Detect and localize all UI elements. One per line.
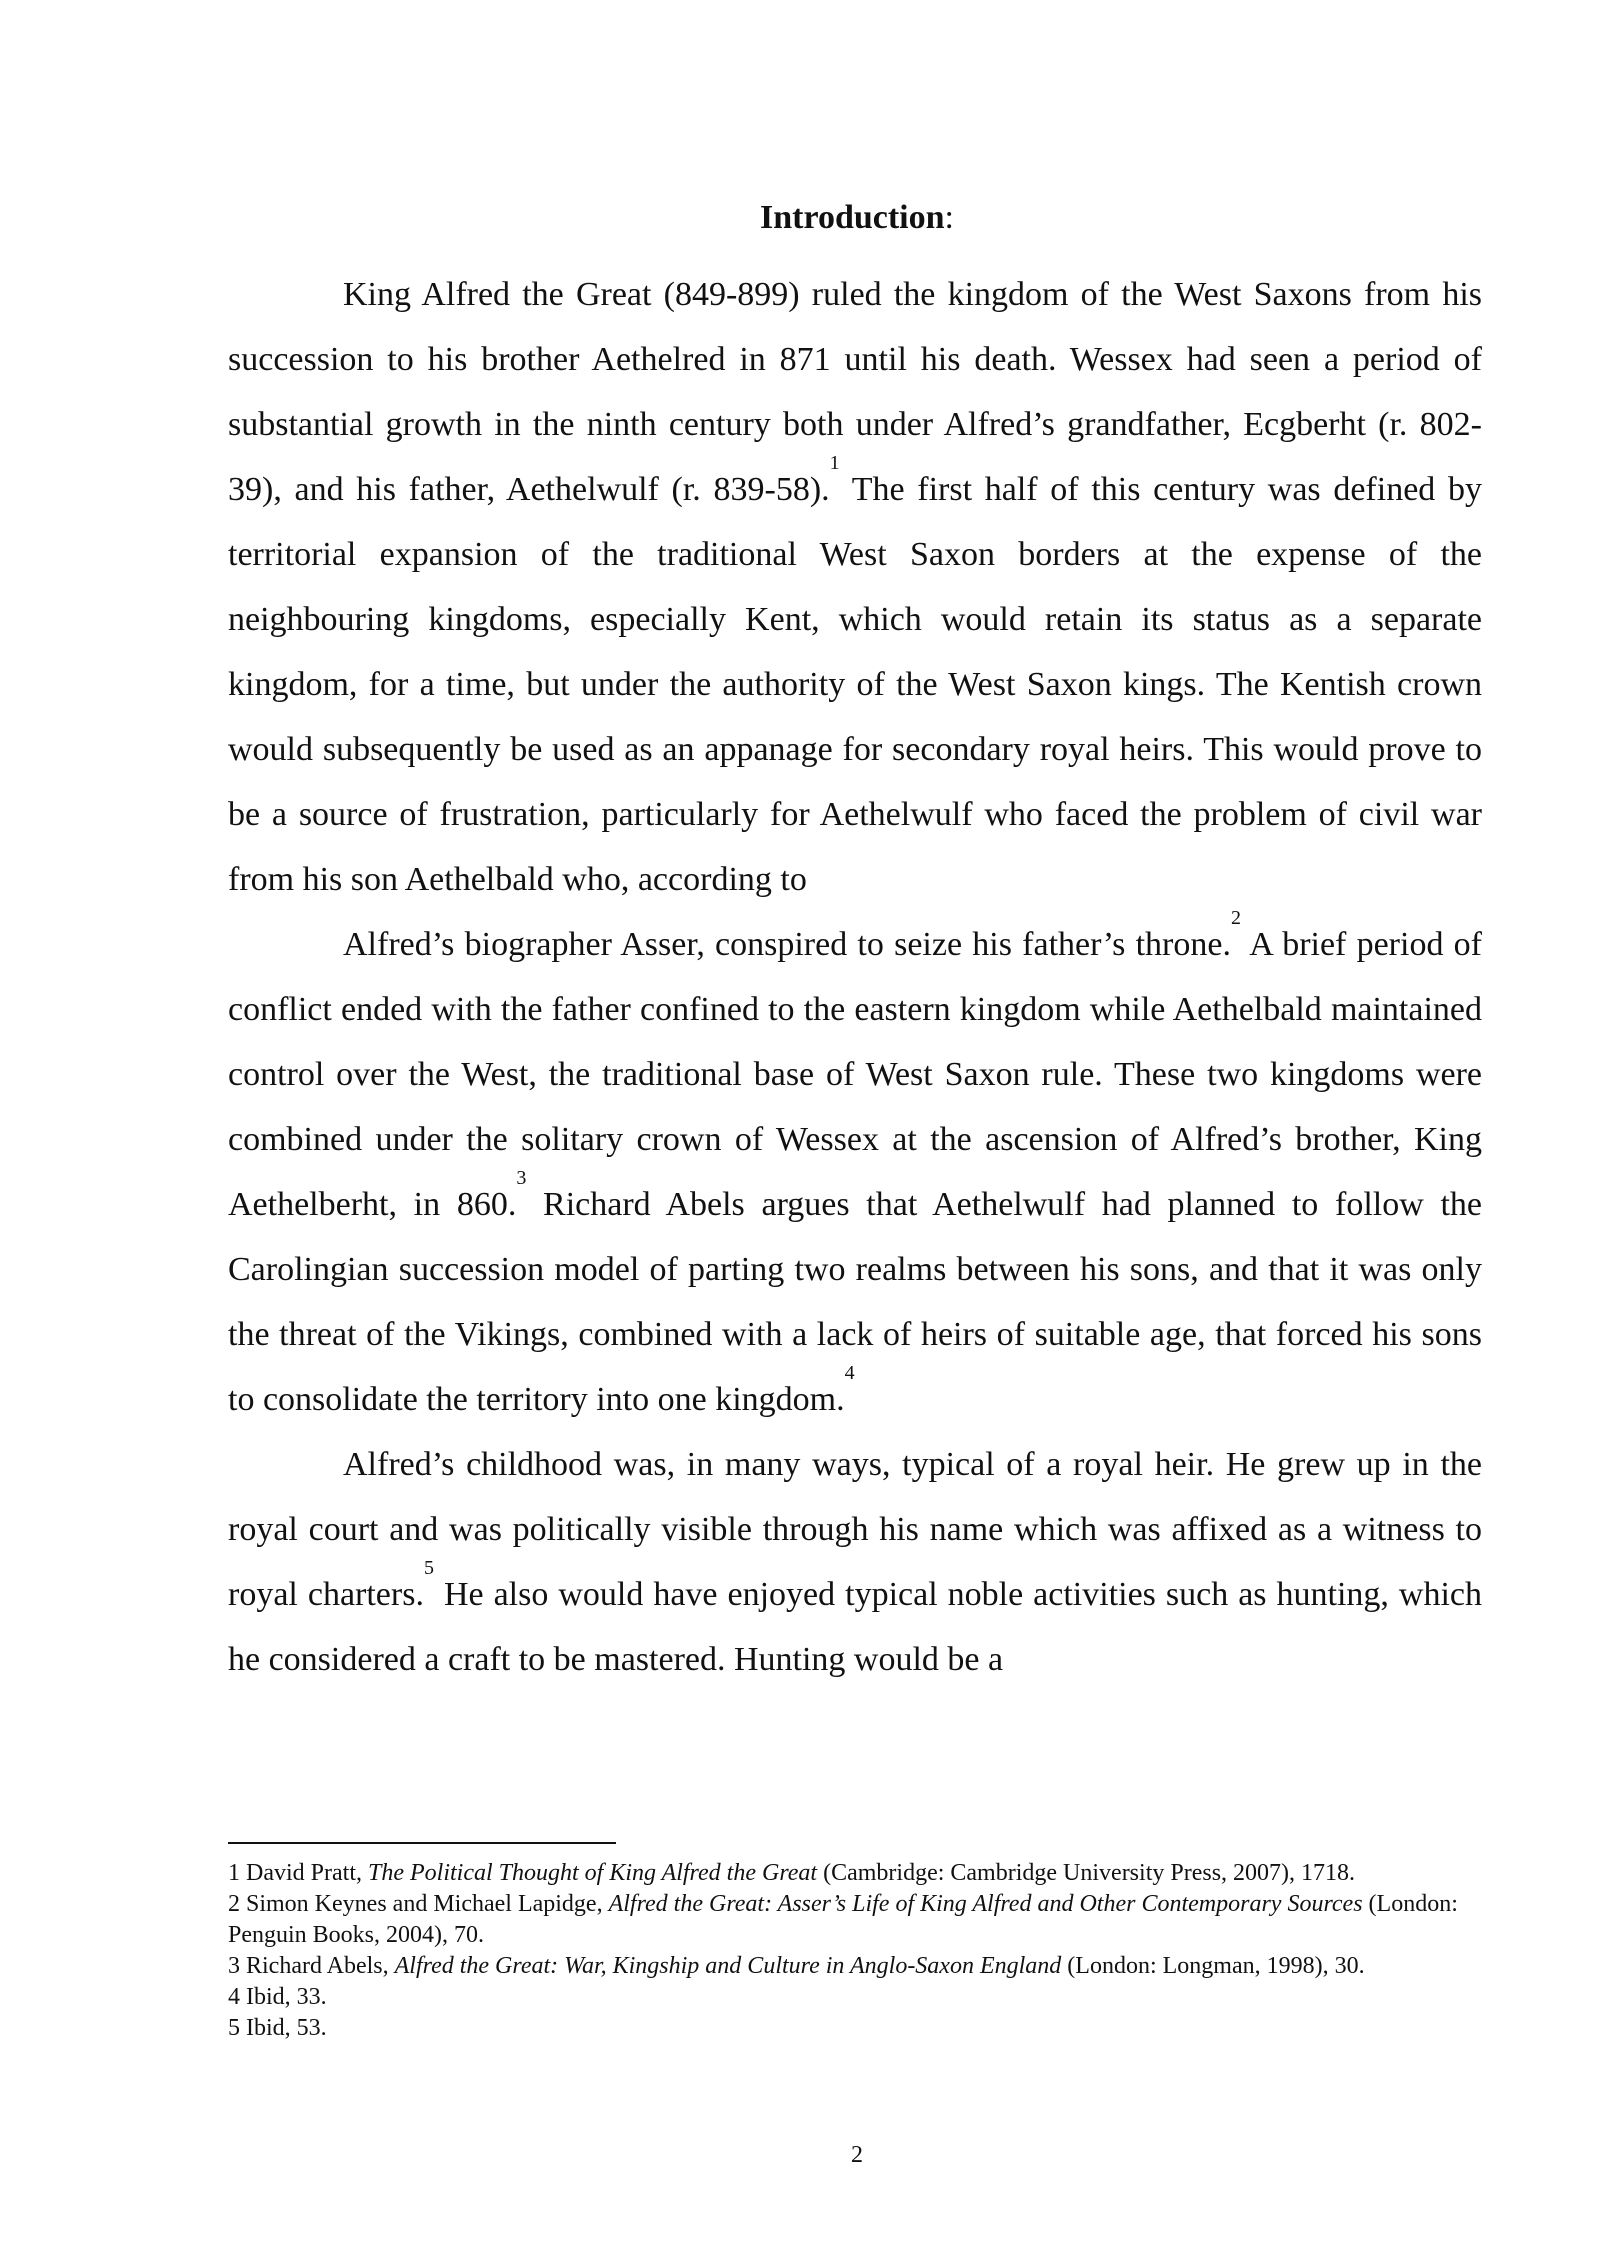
body-text [228, 262, 1482, 1692]
footnote-title: The Political Thought of King Alfred the Great [367, 1860, 818, 1886]
paragraph-text: The first half of this century was defined by territorial expansion of the traditional West Saxon borders at the expense of the neighbouring kingdoms, especially Kent, which would retain its status as a separate kingdom, for a time, but under the authority of the West Saxon kings. The Kentish crown would subsequently be used as an appanage for secondary royal heirs. This would prove to be a source of frustration, particularly for Aethelwulf who faced the problem of civil war from his son Aethelbald who, according to [228, 471, 1482, 898]
footnote-number: 5 [228, 2015, 240, 2041]
section-heading [0, 196, 1600, 240]
paragraph-text: He also would have enjoyed typical noble activities such as hunting, which he considered a craft to be mastered. Hunting would be a [228, 1576, 1482, 1678]
footnotes [228, 1858, 1482, 2044]
footnote-details: (London: Penguin Books, 2004), 70. [228, 1891, 1458, 1948]
footnote [228, 1858, 1482, 1889]
heading-title: Introduction [760, 199, 945, 236]
footnote-number: 1 [228, 1860, 240, 1886]
footnote [228, 1889, 1482, 1951]
footnote-title: Alfred the Great: War, Kingship and Culture in Anglo-Saxon England [394, 1953, 1062, 1979]
paragraph-text: Alfred’s biographer Asser, conspired to seize his father’s throne. [343, 926, 1231, 963]
footnote [228, 1951, 1482, 1982]
page-number: 2 [851, 2142, 863, 2168]
paragraph-2 [228, 907, 1482, 1432]
paragraph-text: A brief period of conflict ended with the father confined to the eastern kingdom while Aethelbald maintained control over the West, the traditional base of West Saxon rule. These two kingdoms were combined under the solitary crown of Wessex at the ascension of Alfred’s brother, King Aethelberht, in 860. [228, 926, 1482, 1223]
paragraph-text: King Alfred the Great (849-899) ruled the kingdom of the West Saxons from his succession to his brother Aethelred in 871 until his death. Wessex had seen a period of substantial growth in the ninth century both under Alfred’s grandfather, Ecgberht (r. 802-39), and his father, Aethelwulf (r. 839-58). [228, 276, 1482, 508]
footnote [228, 2013, 1482, 2044]
footnote-author: David Pratt, [240, 1860, 368, 1886]
paragraph-text: Alfred’s childhood was, in many ways, typical of a royal heir. He grew up in the royal court and was politically visible through his name which was affixed as a witness to royal charters. [228, 1446, 1482, 1613]
paragraph-3 [228, 1432, 1482, 1692]
footnote-title: Alfred the Great: Asser’s Life of King Alfred and Other Contemporary Sources [608, 1891, 1363, 1917]
footnote-author: Simon Keynes and Michael Lapidge, [240, 1891, 609, 1917]
footnote-separator [228, 1842, 616, 1844]
footnote-details: (London: Longman, 1998), 30. [1061, 1953, 1365, 1979]
footnote-number: 2 [228, 1891, 240, 1917]
footnote-number: 4 [228, 1984, 240, 2010]
footnote-reference[interactable]: 2 [1230, 907, 1241, 929]
footnote-author: Richard Abels, [240, 1953, 395, 1979]
footnote-author: Ibid, 53. [240, 2015, 327, 2041]
footnote-details: (Cambridge: Cambridge University Press, 2007), 1718. [817, 1860, 1356, 1886]
footnote-reference[interactable]: 3 [516, 1167, 527, 1189]
footnote-reference[interactable]: 5 [423, 1557, 434, 1579]
footnote-number: 3 [228, 1953, 240, 1979]
footnote-author: Ibid, 33. [240, 1984, 327, 2010]
footnote-reference[interactable]: 4 [844, 1362, 855, 1384]
paragraph-text: Richard Abels argues that Aethelwulf had planned to follow the Carolingian succession model of parting two realms between his sons, and that it was only the threat of the Vikings, combined with a lack of heirs of suitable age, that forced his sons to consolidate the territory into one kingdom. [228, 1186, 1482, 1418]
heading-colon: : [944, 199, 954, 236]
paragraph-1 [228, 262, 1482, 912]
footnote-reference[interactable]: 1 [829, 452, 840, 474]
footnote [228, 1982, 1482, 2013]
